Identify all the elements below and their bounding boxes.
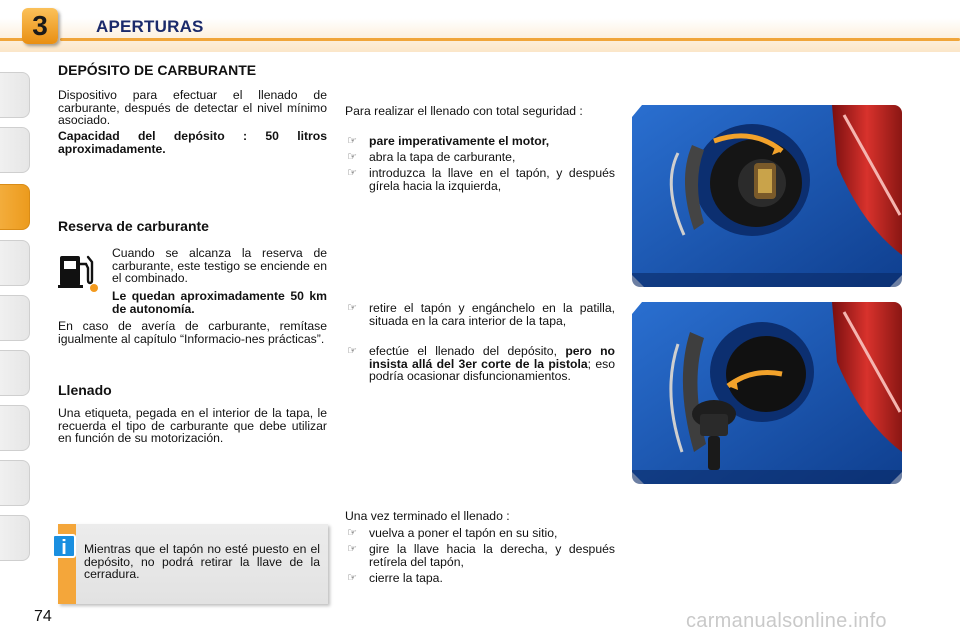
chapter-tab-7[interactable]	[0, 405, 30, 451]
chapter-tab-1[interactable]	[0, 72, 30, 118]
end-step-2: ☞ gire la llave hacia la derecha, y después retírela del tapón,	[345, 543, 615, 568]
bullet-icon: ☞	[347, 572, 357, 584]
bullet-icon: ☞	[347, 527, 357, 539]
chapter-title: APERTURAS	[96, 17, 204, 36]
bullet-icon: ☞	[347, 543, 357, 555]
llenado-text: Una etiqueta, pegada en el interior de la tapa, le recuerda el tipo de carburante que debe utilizar en función de su motorización.	[58, 406, 327, 446]
chapter-tab-2[interactable]	[0, 127, 30, 173]
section-title: DEPÓSITO DE CARBURANTE	[58, 62, 257, 78]
reserva-note: En caso de avería de carburante, remítase igualmente al capítulo “Informacio-nes prácticas”.	[58, 319, 327, 346]
chapter-badge: 3	[22, 8, 58, 44]
chapter-tab-9[interactable]	[0, 515, 30, 561]
bullet-icon: ☞	[347, 302, 357, 314]
bullet-icon: ☞	[347, 167, 357, 179]
step-3: ☞ introduzca la llave en el tapón, y después gírela hacia la izquierda,	[345, 167, 615, 192]
section-intro: Dispositivo para efectuar el llenado de carburante, después de detectar el nivel mínimo asociado.	[58, 88, 327, 128]
watermark: carmanualsonline.info	[686, 610, 887, 632]
chapter-tab-4[interactable]	[0, 240, 30, 286]
llenado-title: Llenado	[58, 382, 112, 398]
chapter-tab-6[interactable]	[0, 350, 30, 396]
end-step-3: ☞ cierre la tapa.	[345, 572, 615, 585]
bullet-icon: ☞	[347, 135, 357, 147]
bullet-icon: ☞	[347, 345, 357, 357]
info-text: Mientras que el tapón no esté puesto en el depósito, no podrá retirar la llave de la cerradura.	[84, 542, 320, 582]
chapter-tab-5[interactable]	[0, 295, 30, 341]
capacity-text: Capacidad del depósito : 50 litros aproximadamente.	[58, 129, 327, 156]
info-icon: i	[52, 534, 76, 558]
chapter-tab-3-active[interactable]	[0, 184, 30, 230]
step-4: ☞ retire el tapón y engánchelo en la patilla, situada en la cara interior de la tapa,	[345, 302, 615, 327]
procedure-intro: Para realizar el llenado con total seguridad :	[345, 104, 583, 118]
reserva-title: Reserva de carburante	[58, 218, 209, 234]
reserva-bold: Le quedan aproximadamente 50 km de autonomía.	[112, 289, 327, 316]
header-rule	[60, 38, 960, 41]
step-1: ☞ pare imperativamente el motor,	[345, 135, 615, 148]
fuel-cap-hanging-photo	[632, 302, 902, 484]
end-intro: Una vez terminado el llenado :	[345, 509, 510, 523]
end-step-1: ☞ vuelva a poner el tapón en su sitio,	[345, 527, 615, 540]
bullet-icon: ☞	[347, 151, 357, 163]
fuel-pump-icon	[58, 252, 98, 294]
step-5: ☞ efectúe el llenado del depósito, pero no insista allá del 3er corte de la pistola; eso podría ocasionar disfuncionamientos.	[345, 345, 615, 383]
page-number: 74	[34, 608, 52, 625]
fuel-cap-key-photo	[632, 105, 902, 287]
step-2: ☞ abra la tapa de carburante,	[345, 151, 615, 164]
reserva-text: Cuando se alcanza la reserva de carburante, este testigo se enciende en el combinado.	[112, 246, 327, 286]
chapter-tab-8[interactable]	[0, 460, 30, 506]
